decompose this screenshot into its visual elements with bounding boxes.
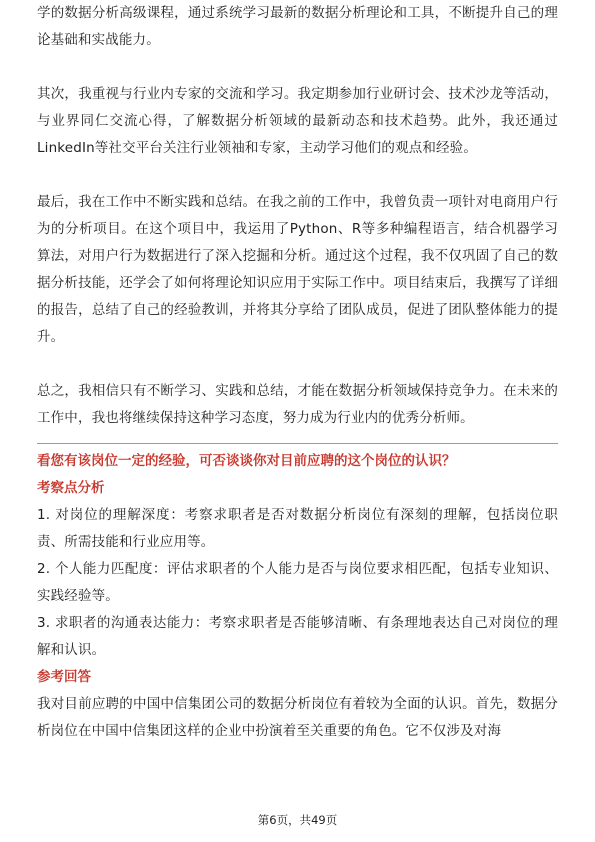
paragraph-gap [37,54,558,81]
paragraph-gap [37,162,558,189]
section-divider [37,443,558,444]
analysis-item-2: 2. 个人能力匹配度：评估求职者的个人能力是否与岗位要求相匹配，包括专业知识、实践经验等。 [37,561,558,604]
paragraph-gap [37,351,558,378]
analysis-heading: 考察点分析 [37,480,105,496]
paragraph-practice-summary: 最后，我在工作中不断实践和总结。在我之前的工作中，我曾负责一项针对电商用户行为的分析项目。在这个项目中，我运用了Python、R等多种编程语言，结合机器学习算法，对用户行为数据进行了深入挖掘和分析。通过这个过程，我不仅巩固了自己的数据分析技能，还学会了如何将理论知识应用于实际工作中。项目结束后，我撰写了详细的报告，总结了自己的经验教训，并将其分享给了团队成员，促进了团队整体能力的提升。 [37,194,558,345]
paragraph-expert-exchange: 其次，我重视与行业内专家的交流和学习。我定期参加行业研讨会、技术沙龙等活动，与业界同仁交流心得，了解数据分析领域的最新动态和技术趋势。此外，我还通过LinkedIn等社交平台关注行业领袖和专家，主动学习他们的观点和经验。 [37,86,558,156]
page-number-footer: 第6页，共49页 [257,813,338,827]
reference-answer-text: 我对目前应聘的中国中信集团公司的数据分析岗位有着较为全面的认识。首先，数据分析岗位在中国中信集团这样的企业中扮演着至关重要的角色。它不仅涉及对海 [37,696,558,739]
document-page [37,0,558,745]
reference-answer-heading: 参考回答 [37,669,91,685]
analysis-item-3: 3. 求职者的沟通表达能力：考察求职者是否能够清晰、有条理地表达自己对岗位的理解和认识。 [37,615,558,658]
paragraph-conclusion: 总之，我相信只有不断学习、实践和总结，才能在数据分析领域保持竞争力。在未来的工作中，我也将继续保持这种学习态度，努力成为行业内的优秀分析师。 [37,383,558,426]
paragraph-intro-continuation: 学的数据分析高级课程，通过系统学习最新的数据分析理论和工具，不断提升自己的理论基础和实战能力。 [37,5,558,48]
interview-question: 看您有该岗位一定的经验，可否谈谈你对目前应聘的这个岗位的认识？ [37,453,456,469]
analysis-item-1: 1. 对岗位的理解深度：考察求职者是否对数据分析岗位有深刻的理解，包括岗位职责、所需技能和行业应用等。 [37,507,558,550]
